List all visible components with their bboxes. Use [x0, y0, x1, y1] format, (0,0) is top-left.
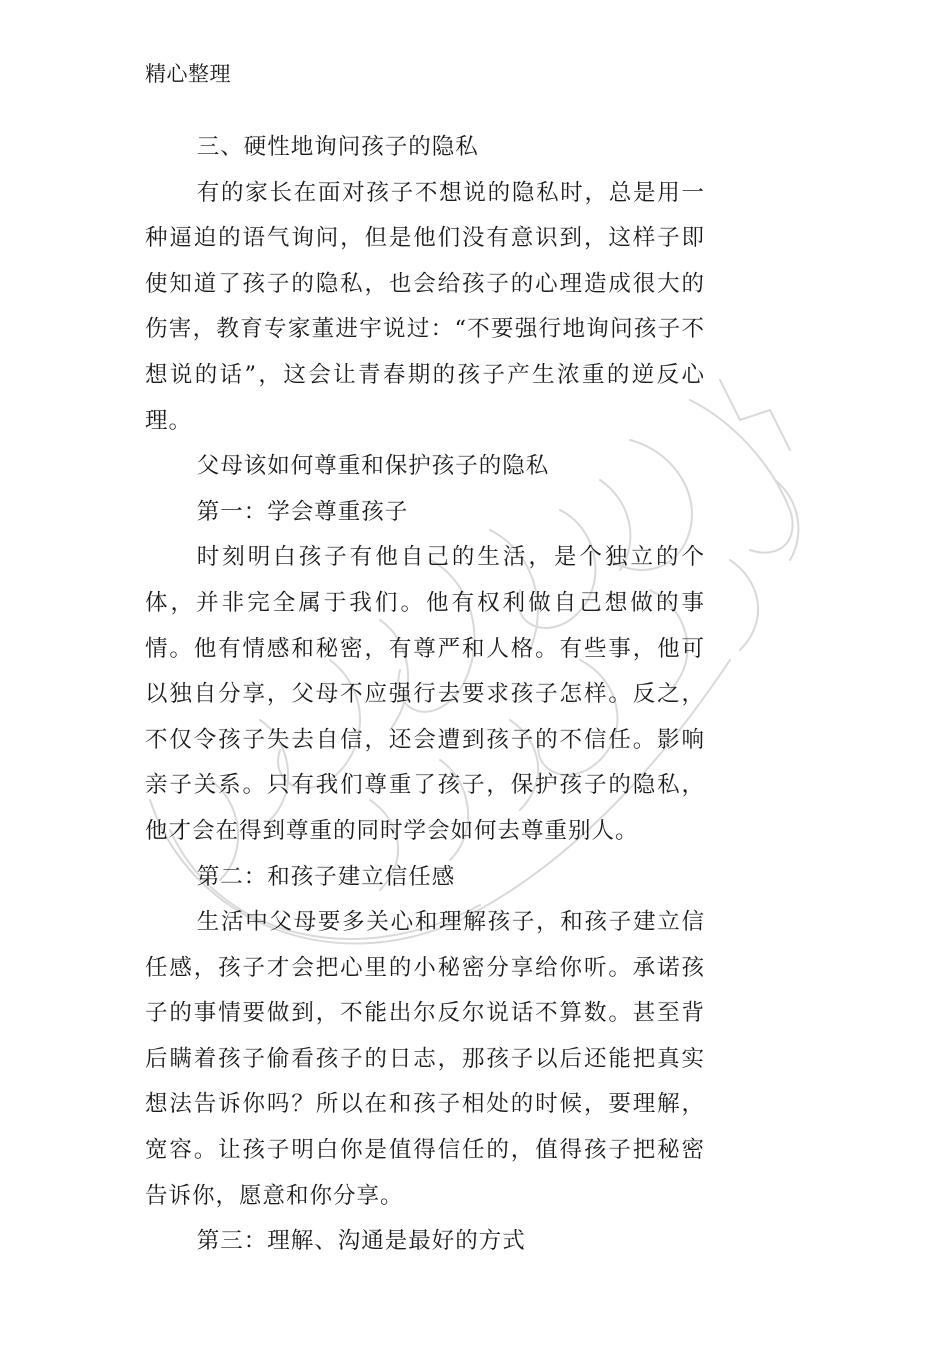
paragraph: 时刻明白孩子有他自己的生活，是个独立的个体，并非完全属于我们。他有权利做自己想做的事情。他有情感和秘密，有尊严和人格。有些事，他可以独自分享，父母不应强行去要求孩子怎样。反之，不仅令孩子失去自信，还会遭到孩子的不信任。影响亲子关系。只有我们尊重了孩子，保护孩子的隐私，他才会在得到尊重的同时学会如何去尊重别人。	[145, 544, 705, 844]
section-heading: 父母该如何尊重和保护孩子的隐私	[196, 453, 550, 480]
section-heading: 三、硬性地询问孩子的隐私	[196, 134, 479, 160]
paragraph: 生活中父母要多关心和理解孩子，和孩子建立信任感，孩子才会把心里的小秘密分享给你听。承诺孩子的事情要做到，不能出尔反尔说话不算数。甚至背后瞒着孩子偷看孩子的日志，那孩子以后还能把真实想法告诉你吗？所以在和孩子相处的时候，要理解，宽容。让孩子明白你是值得信任的，值得孩子把秘密告诉你，愿意和你分享。	[145, 909, 705, 1209]
section-heading: 第二：和孩子建立信任感	[196, 863, 456, 890]
paragraph: 有的家长在面对孩子不想说的隐私时，总是用一种逼迫的语气询问，但是他们没有意识到，这样子即使知道了孩子的隐私，也会给孩子的心理造成很大的伤害，教育专家董进宇说过：“不要强行地询问孩子不想说的话”，这会让青春期的孩子产生浓重的逆反心理。	[145, 179, 705, 434]
page-header: 精心整理	[145, 62, 231, 86]
section-heading: 第三：理解、沟通是最好的方式	[196, 1228, 526, 1255]
section-heading: 第一：学会尊重孩子	[196, 498, 409, 525]
article-body	[145, 125, 705, 1265]
